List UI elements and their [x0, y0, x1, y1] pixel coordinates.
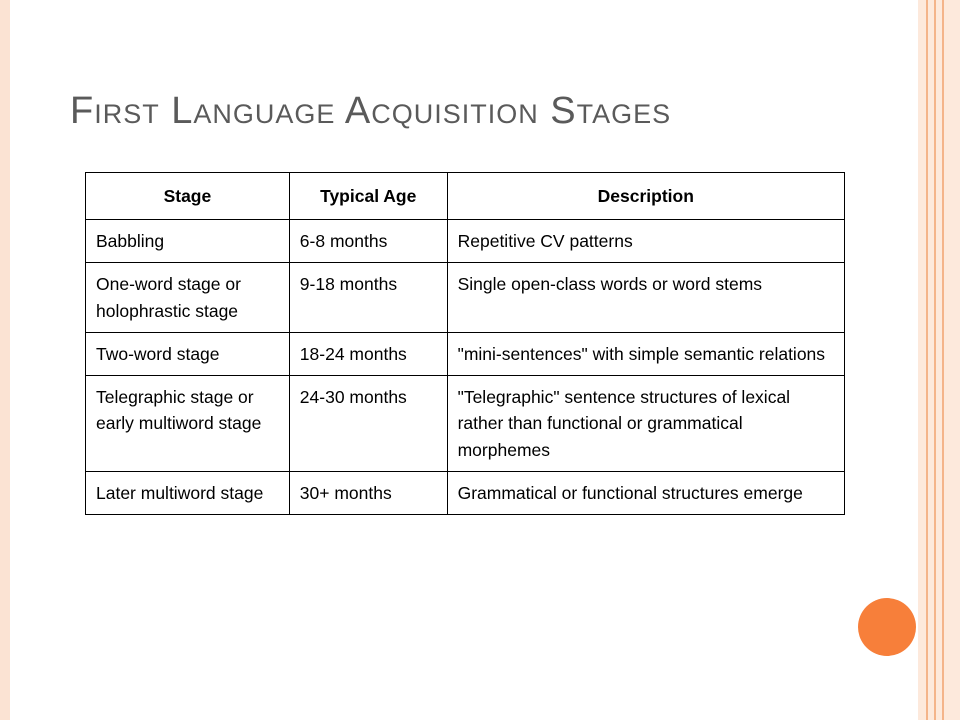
table-header-row — [86, 173, 845, 220]
cell-stage: One-word stage or holophrastic stage — [86, 263, 290, 333]
right-border-line — [934, 0, 936, 720]
left-border-stripe — [0, 0, 10, 720]
cell-stage: Two-word stage — [86, 332, 290, 375]
header-typical-age: Typical Age — [289, 173, 447, 220]
slide-title: First Language Acquisition Stages — [70, 90, 672, 132]
cell-stage: Babbling — [86, 220, 290, 263]
cell-age: 18-24 months — [289, 332, 447, 375]
right-border-panel — [918, 0, 960, 720]
cell-age: 9-18 months — [289, 263, 447, 333]
table-row — [86, 471, 845, 514]
cell-age: 30+ months — [289, 471, 447, 514]
cell-age: 24-30 months — [289, 376, 447, 472]
table-row — [86, 220, 845, 263]
cell-description: "Telegraphic" sentence structures of lexical rather than functional or grammatical morphemes — [447, 376, 844, 472]
cell-stage: Later multiword stage — [86, 471, 290, 514]
cell-description: Single open-class words or word stems — [447, 263, 844, 333]
cell-stage: Telegraphic stage or early multiword stage — [86, 376, 290, 472]
stages-table — [85, 172, 845, 515]
cell-description: Repetitive CV patterns — [447, 220, 844, 263]
table-row — [86, 376, 845, 472]
cell-age: 6-8 months — [289, 220, 447, 263]
header-description: Description — [447, 173, 844, 220]
right-border-line — [942, 0, 944, 720]
table-row — [86, 263, 845, 333]
accent-circle — [858, 598, 916, 656]
header-stage: Stage — [86, 173, 290, 220]
table-row — [86, 332, 845, 375]
cell-description: Grammatical or functional structures emerge — [447, 471, 844, 514]
cell-description: "mini-sentences" with simple semantic relations — [447, 332, 844, 375]
right-border-line — [926, 0, 928, 720]
